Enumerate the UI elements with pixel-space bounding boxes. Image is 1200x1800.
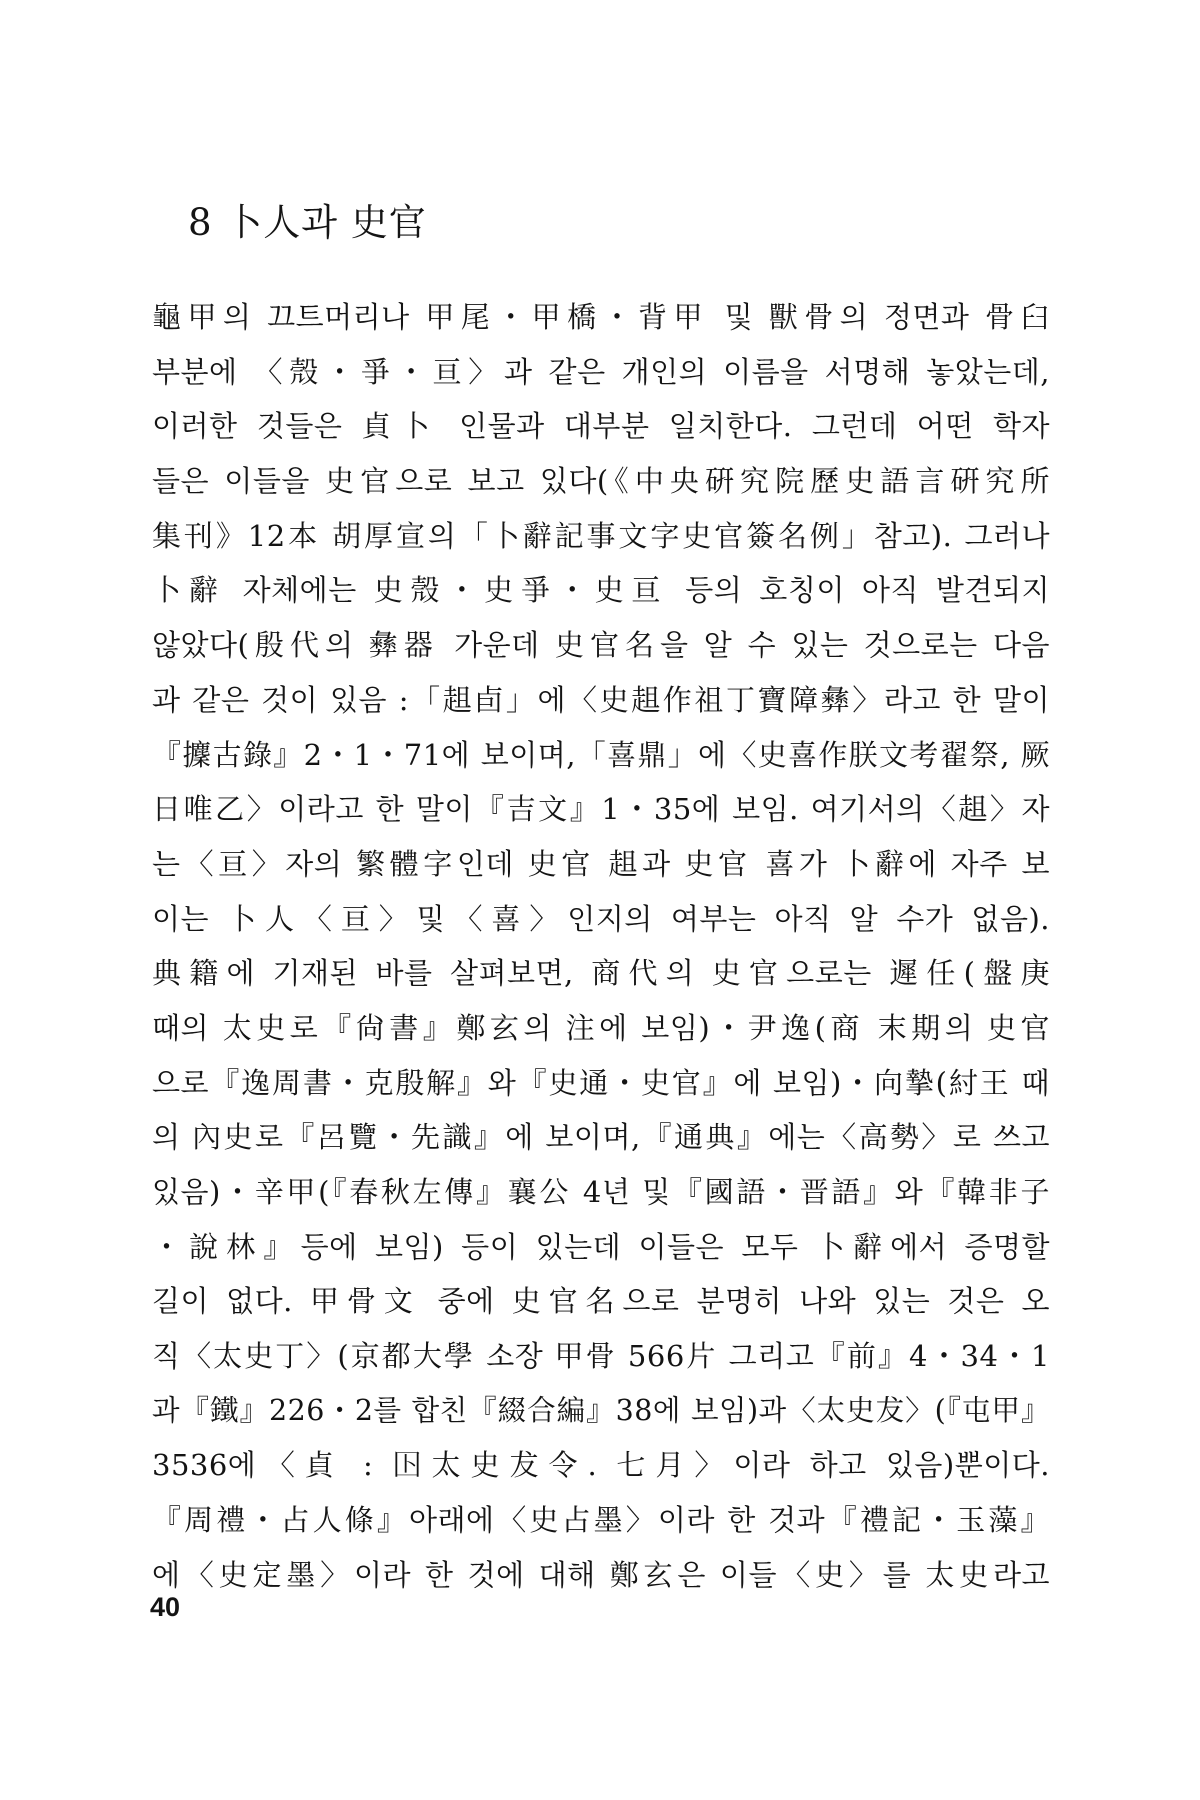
text-line: 에〈史定墨〉이라 한 것에 대해 鄭玄은 이들〈史〉를 太史라고 xyxy=(152,1557,1050,1592)
text-line: 들은 이들을 史官으로 보고 있다(《中央硏究院歷史語言硏究所 xyxy=(152,464,1050,499)
text-line: 集刊》12本 胡厚宣의「卜辭記事文字史官簽名例」참고). 그러나 xyxy=(152,518,1050,553)
text-line: 길이 없다. 甲骨文 중에 史官名으로 분명히 나와 있는 것은 오 xyxy=(152,1284,1050,1319)
text-line: 典籍에 기재된 바를 살펴보면, 商代의 史官으로는 遲任(盤庚 xyxy=(152,956,1050,991)
page-number: 40 xyxy=(150,1592,181,1622)
text-line: 않았다(殷代의 彝器 가운데 史官名을 알 수 있는 것으로는 다음 xyxy=(152,628,1050,663)
text-line: 는〈亘〉자의 繁體字인데 史官 趄과 史官 喜가 卜辭에 자주 보 xyxy=(152,846,1050,881)
text-line: 직〈太史丁〉(京都大學 소장 甲骨 566片 그리고『前』4・34・1 xyxy=(152,1339,1050,1374)
text-line: 龜甲의 끄트머리나 甲尾・甲橋・背甲 및 獸骨의 정면과 骨臼 xyxy=(152,300,1050,334)
text-line: 있음)・辛甲(『春秋左傳』襄公 4년 및『國語・晋語』와『韓非子 xyxy=(152,1175,1050,1209)
text-line: 으로『逸周書・克殷解』와『史通・史官』에 보임)・向摯(紂王 때 xyxy=(152,1065,1050,1100)
text-line: 의 內史로『呂覽・先識』에 보이며,『通典』에는〈高勢〉로 쓰고 xyxy=(152,1120,1050,1155)
text-line: 3536에〈貞 : 𡆥太史犮令. 七月〉이라 하고 있음)뿐이다. xyxy=(152,1448,1050,1483)
text-line: 때의 太史로『尙書』鄭玄의 注에 보임)・尹逸(商 末期의 史官 xyxy=(152,1010,1050,1045)
text-line: 이는 卜人〈亘〉및〈喜〉인지의 여부는 아직 알 수가 없음). xyxy=(152,901,1050,936)
text-line: 과 같은 것이 있음 :「趄卣」에〈史趄作祖丁寶障彝〉라고 한 말이 xyxy=(152,682,1050,717)
text-line: 이러한 것들은 貞卜 인물과 대부분 일치한다. 그런데 어떤 학자 xyxy=(152,409,1050,444)
text-line: 卜辭 자체에는 史殼・史爭・史亘 등의 호칭이 아직 발견되지 xyxy=(152,573,1050,608)
text-line: 日唯乙〉이라고 한 말이『吉文』1・35에 보임. 여기서의〈趄〉자 xyxy=(152,792,1050,827)
text-line: 과『鐵』226・2를 합친『綴合編』38에 보임)과〈太史犮〉(『屯甲』 xyxy=(152,1393,1050,1427)
body-text xyxy=(152,290,1050,1603)
text-line: ・說林』등에 보임) 등이 있는데 이들은 모두 卜辭에서 증명할 xyxy=(152,1229,1050,1264)
text-line: 『周禮・占人條』아래에〈史占墨〉이라 한 것과『禮記・玉藻』 xyxy=(152,1503,1050,1538)
text-line: 『攈古錄』2・1・71에 보이며,「喜鼎」에〈史喜作朕文考翟祭, 厥 xyxy=(152,737,1050,772)
text-line: 부분에 〈殼・爭・亘〉과 같은 개인의 이름을 서명해 놓았는데, xyxy=(152,354,1050,389)
section-heading: 8 卜人과 史官 xyxy=(188,201,427,244)
